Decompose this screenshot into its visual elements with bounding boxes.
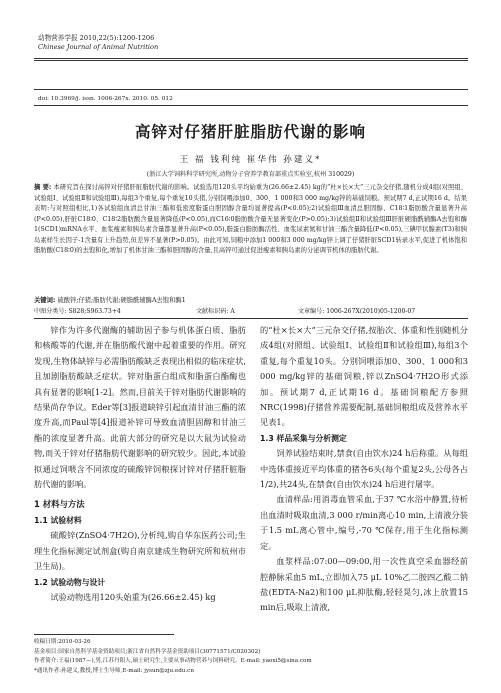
journal-line: 动物营养学报 2010,22(5):1200-1206	[38, 34, 155, 42]
journal-header	[38, 34, 158, 52]
doi-rule-bottom	[34, 105, 468, 106]
footnote-author: 作者简介:王福(1987—),男,江苏丹阳人,硕士研究生,主要从事动物营养与饲料研究。E-mail: yaoxi5@sina.com	[34, 658, 312, 664]
footnote-corresponding: *通讯作者:孙建义,教授,博士生导师,E-mail: jysun@zju.edu.cn	[34, 667, 194, 674]
subsection-heading-3: 1.3 样品采集与分析测定	[260, 433, 347, 443]
doi-rule-top	[34, 89, 468, 90]
footnote-received: 收稿日期:2010-03-26	[34, 639, 91, 645]
abstract	[34, 183, 467, 257]
subsection-heading-2: 1.2 试验动物与设计	[34, 577, 106, 587]
footnote-rule	[34, 634, 174, 635]
materials-paragraph: 硫酸锌(ZnSO4·7H2O),分析纯,购自华东医药公司;生理生化指标测定试剂盒(购自南京建成生物研究所和杭州市卫生局)。	[34, 530, 246, 572]
authors: 王 福 钱利纯 崔华伟 孙建义*	[179, 155, 322, 165]
journal-en: Chinese Journal of Animal Nutrition	[38, 43, 159, 51]
clc-number: 中图分类号: S828;S963.73+4	[34, 308, 121, 315]
body-right-column	[260, 323, 468, 616]
abstract-label: 摘 要:	[34, 184, 52, 191]
subsection-heading-1: 1.1 试验材料	[34, 515, 82, 525]
body-left-column	[34, 323, 246, 605]
section-heading: 1 材料与方法	[34, 499, 85, 510]
design-continued: 的“杜×长×大”三元杂交仔猪,按胎次、体重和性别随机分成4组(对照组、试验组Ⅰ、试验组Ⅱ和试验组Ⅲ),每组3个重复,每个重复10头。分别饲喂添加0、300、1 000和3 000 mg/kg锌的基础饲粮,锌以ZnSO4·7H2O形式添加。预试期7 d,正试期16 d。基础饲粮配方参照NRC(1998)仔猪营养需要配制,基础饲粮组成及营养水平见表1。	[260, 325, 468, 428]
abstract-rule	[34, 318, 468, 319]
abstract-text: 本研究旨在探讨高锌对仔猪肝脏脂肪代谢的影响。试验选用120头平均始重为(26.66±2.45) kg的“杜×长×大”三元杂交仔猪,随机分成4组(对照组、试验组Ⅰ、试验组Ⅱ和试验组Ⅲ),每组3个重复,每个重复10头猪,分别饲喂添加0、300、1 000和3 000 mg/kg锌的基础饲粮。预试期7 d,正试期16 d。结果表明:与对照组相比,1)各试验组血清总甘油三酯和低密度脂蛋白胆固醇含量均显著提高(P<0.05);2)试验组Ⅲ血清总胆固醇、C18∶1脂肪酸含量显著升高(P<0.05),肝脏C18∶0、C18∶2脂肪酸含量显著降低(P<0.05),而C16∶0脂肪酸含量无显著变化(P>0.05);3)试验组Ⅱ和试验组Ⅲ肝脏硬脂酰辅酶A去饱和酶1(SCD1)mRNA水平、血浆瘦素和胰岛素含量都显著升高(P<0.05),脂蛋白脂肪酶活性、血浆尿素氮和甘油三酯含量降低(P<0.05),三碘甲状腺素(T3)和胰岛素样生长因子-1含量有上升趋势,但差异不显著(P>0.05)。由此可知,饲粮中添加1 000和3 000 mg/kg锌上调了仔猪肝脏SCD1转录水平,促进了机体饱和脂肪酸(C18∶0)的去饱和化,增加了机体甘油三酯和胆固醇的含量,且高锌可通过促进瘦素和胰岛素的分泌调节机体的脂肪代谢。	[34, 184, 467, 254]
classification	[34, 306, 467, 315]
serum-paragraph: 血清样品:用消毒血管采血,于37 ℃水浴中静置,待析出血清时吸取血清,3 000 r/min离心10 min,上清液分装于1.5 mL离心管中,编号,-70 ℃保存,用于生化指标测定。	[260, 494, 468, 551]
sampling-paragraph: 饲养试验结束时,禁食(自由饮水)24 h后称重。从每组中选体重接近平均体重的猪各6头(每个重复2头,公母各占1/2),共24头,在禁食(自由饮水)24 h后进行屠宰。	[260, 448, 468, 490]
doi[interactable]: doi: 10.3969/j. issn. 1006-267x. 2010. 05. 012	[38, 96, 173, 102]
intro-paragraph: 锌作为许多代谢酶的辅助因子参与机体蛋白质、脂肪和核酸等的代谢,并在脂肪酸代谢中起着重要的作用。研究发现,生物体缺锌与必需脂肪酸缺乏表现出相似的临床症状,且加剧脂肪酸缺乏症状。锌对脂蛋白组成和脂蛋白酯酶也具有显著的影响[1-2]。然而,目前关于锌对脂肪代谢影响的结果尚存争议。Eder等[3]报道缺锌引起血清甘油三酯的浓度升高,而Paul等[4]报道补锌可导致血清胆固醇和甘油三酯的浓度显著升高。此前大部分的研究是以大鼠为试验动物,而关于锌对仔猪脂肪代谢影响的研究较少。因此,本试验拟通过饲喂含不同浓度的硫酸锌饲粮探讨锌对仔猪肝脏脂肪代谢的影响。	[34, 325, 246, 490]
design-paragraph: 试验动物选用120头始重为(26.66±2.45) kg	[50, 591, 216, 602]
header-rule-top	[34, 58, 468, 59]
document-code: 文献标识码: A	[195, 308, 235, 315]
paper-title: 高锌对仔猪肝脏脂肪代谢的影响	[134, 123, 366, 141]
plasma-paragraph: 血浆样品:07:00—09:00,用一次性真空采血器经前腔静脉采血5 mL,立即加入75 μL 10%乙二胺四乙酸二钠盐(EDTA-Na2)和100 μL抑肽酶,轻轻晃匀,冰上放置15 min后,吸取上清液,	[260, 556, 468, 613]
keywords-label: 关键词:	[34, 297, 56, 304]
header-rule-bottom	[34, 60, 468, 61]
article-number: 文章编号: 1006-267X(2010)05-1200-07	[297, 308, 416, 315]
keywords	[34, 295, 467, 304]
footnotes	[34, 638, 467, 676]
keywords-text: 硫酸锌;仔猪;脂肪代谢;硬脂酰辅酶A去饱和酶1	[57, 297, 186, 304]
footnote-funding: 基金项目:国家自然科学基金资助项目;浙江省自然科学基金资助项目(30771571/C020302)	[34, 648, 261, 655]
affiliation: (浙江大学饲料科学研究所,动物分子营养学教育部重点实验室,杭州 310029)	[146, 171, 355, 178]
